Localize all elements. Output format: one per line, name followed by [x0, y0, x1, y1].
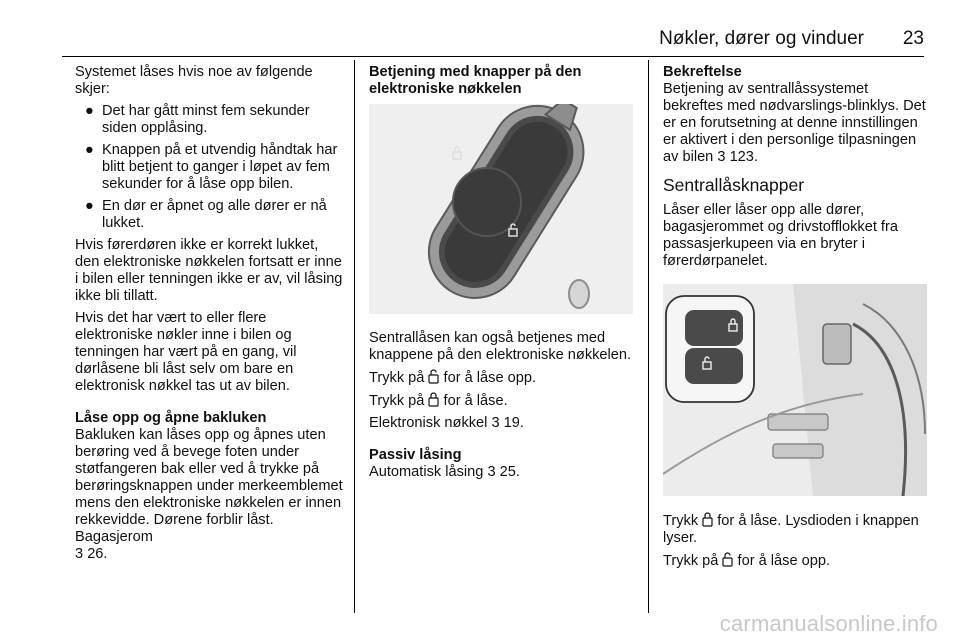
electronic-key-illustration [369, 104, 633, 314]
list-item: ● Knappen på et utvendig håndtak har blitt betjent to ganger i løpet av fem sekunder for å låse opp bilen. [85, 142, 338, 192]
section-heading: Låse opp og åpne bakluken [75, 410, 267, 426]
unlock-icon [428, 369, 439, 384]
lock-instruction: Trykk på for å låse. [369, 393, 508, 409]
bullet-icon: ● [85, 103, 94, 119]
reference-arrow-icon: 3 [717, 149, 726, 165]
unlock-instruction: Trykk på for å låse opp. [663, 553, 831, 569]
paragraph: Låser eller låser opp alle dører, bagasjerommet og drivstofflokket fra passasjerkupeen via en bryter i førerdørpanelet. [663, 202, 898, 269]
lock-instruction: Trykk for å låse. Lysdioden i knappen lyser. [663, 513, 919, 546]
reference-arrow-icon: 3 [491, 415, 500, 431]
paragraph: Bakluken kan låses opp og åpnes uten berøring ved å bevege foten under støtfangeren bak eller ved å trykke på berøringsknappen under merkeemblemet mens den elektroniske nøkkelen er innen rekkevidde. Dørene forblir låst. Bagasjerom 3 26. [75, 427, 343, 562]
auto-lock-reference: Automatisk låsing 3 25. [369, 464, 520, 480]
unlock-instruction: Trykk på for å låse opp. [369, 370, 537, 386]
paragraph: Sentrallåsen kan også betjenes med knappene på den elektroniske nøkkelen. [369, 330, 632, 363]
column-3 [663, 64, 927, 575]
lock-icon [702, 512, 713, 527]
header-rule [62, 56, 924, 57]
column-1 [75, 64, 343, 568]
page-number: 23 [902, 28, 924, 49]
paragraph: Hvis førerdøren ikke er korrekt lukket, den elektroniske nøkkelen fortsatt er inne i bilen eller tenningen ikke er av, vil låsing ikke bli tillatt. [75, 237, 343, 304]
paragraph: Betjening av sentrallåssystemet bekreftes med nødvarslings-blinklys. Det er en forutsetning at denne innstillingen er aktivert i den personlige tilpasningen av bilen 3 123. [663, 81, 926, 165]
section-heading-large: Sentrallåsknapper [663, 175, 805, 195]
lock-icon [453, 147, 461, 159]
door-panel-switch-illustration [663, 284, 927, 496]
intro-text: Systemet låses hvis noe av følgende skjer: [75, 64, 313, 97]
page-reference: 26. [87, 546, 108, 562]
page-header [62, 28, 924, 52]
column-divider-1 [354, 60, 355, 613]
section-heading: Passiv låsing [369, 447, 462, 463]
column-divider-2 [648, 60, 649, 613]
watermark: carmanualsonline.info [719, 611, 938, 636]
bullet-icon: ● [85, 142, 94, 158]
bullet-icon: ● [85, 198, 94, 214]
section-heading: Bekreftelse [663, 64, 742, 80]
unlock-icon [722, 552, 733, 567]
reference-arrow-icon: 3 [487, 464, 496, 480]
lock-conditions-list [75, 103, 343, 232]
page-title: Nøkler, dører og vinduer [659, 28, 864, 49]
section-heading: Betjening med knapper på den elektroniske nøkkelen [369, 64, 582, 97]
list-item: ● En dør er åpnet og alle dører er nå lukket. [85, 198, 327, 231]
reference-arrow-icon: 3 [75, 546, 84, 562]
paragraph: Hvis det har vært to eller flere elektroniske nøkler inne i bilen og tenningen har vært på en gang, vil dørlåsene bli låst selv om bare en elektronisk nøkkel tas ut av bilen. [75, 310, 297, 394]
lock-icon [428, 392, 439, 407]
list-item: ● Det har gått minst fem sekunder siden opplåsing. [85, 103, 310, 136]
column-2 [369, 64, 635, 486]
key-reference: Elektronisk nøkkel 3 19. [369, 415, 524, 431]
